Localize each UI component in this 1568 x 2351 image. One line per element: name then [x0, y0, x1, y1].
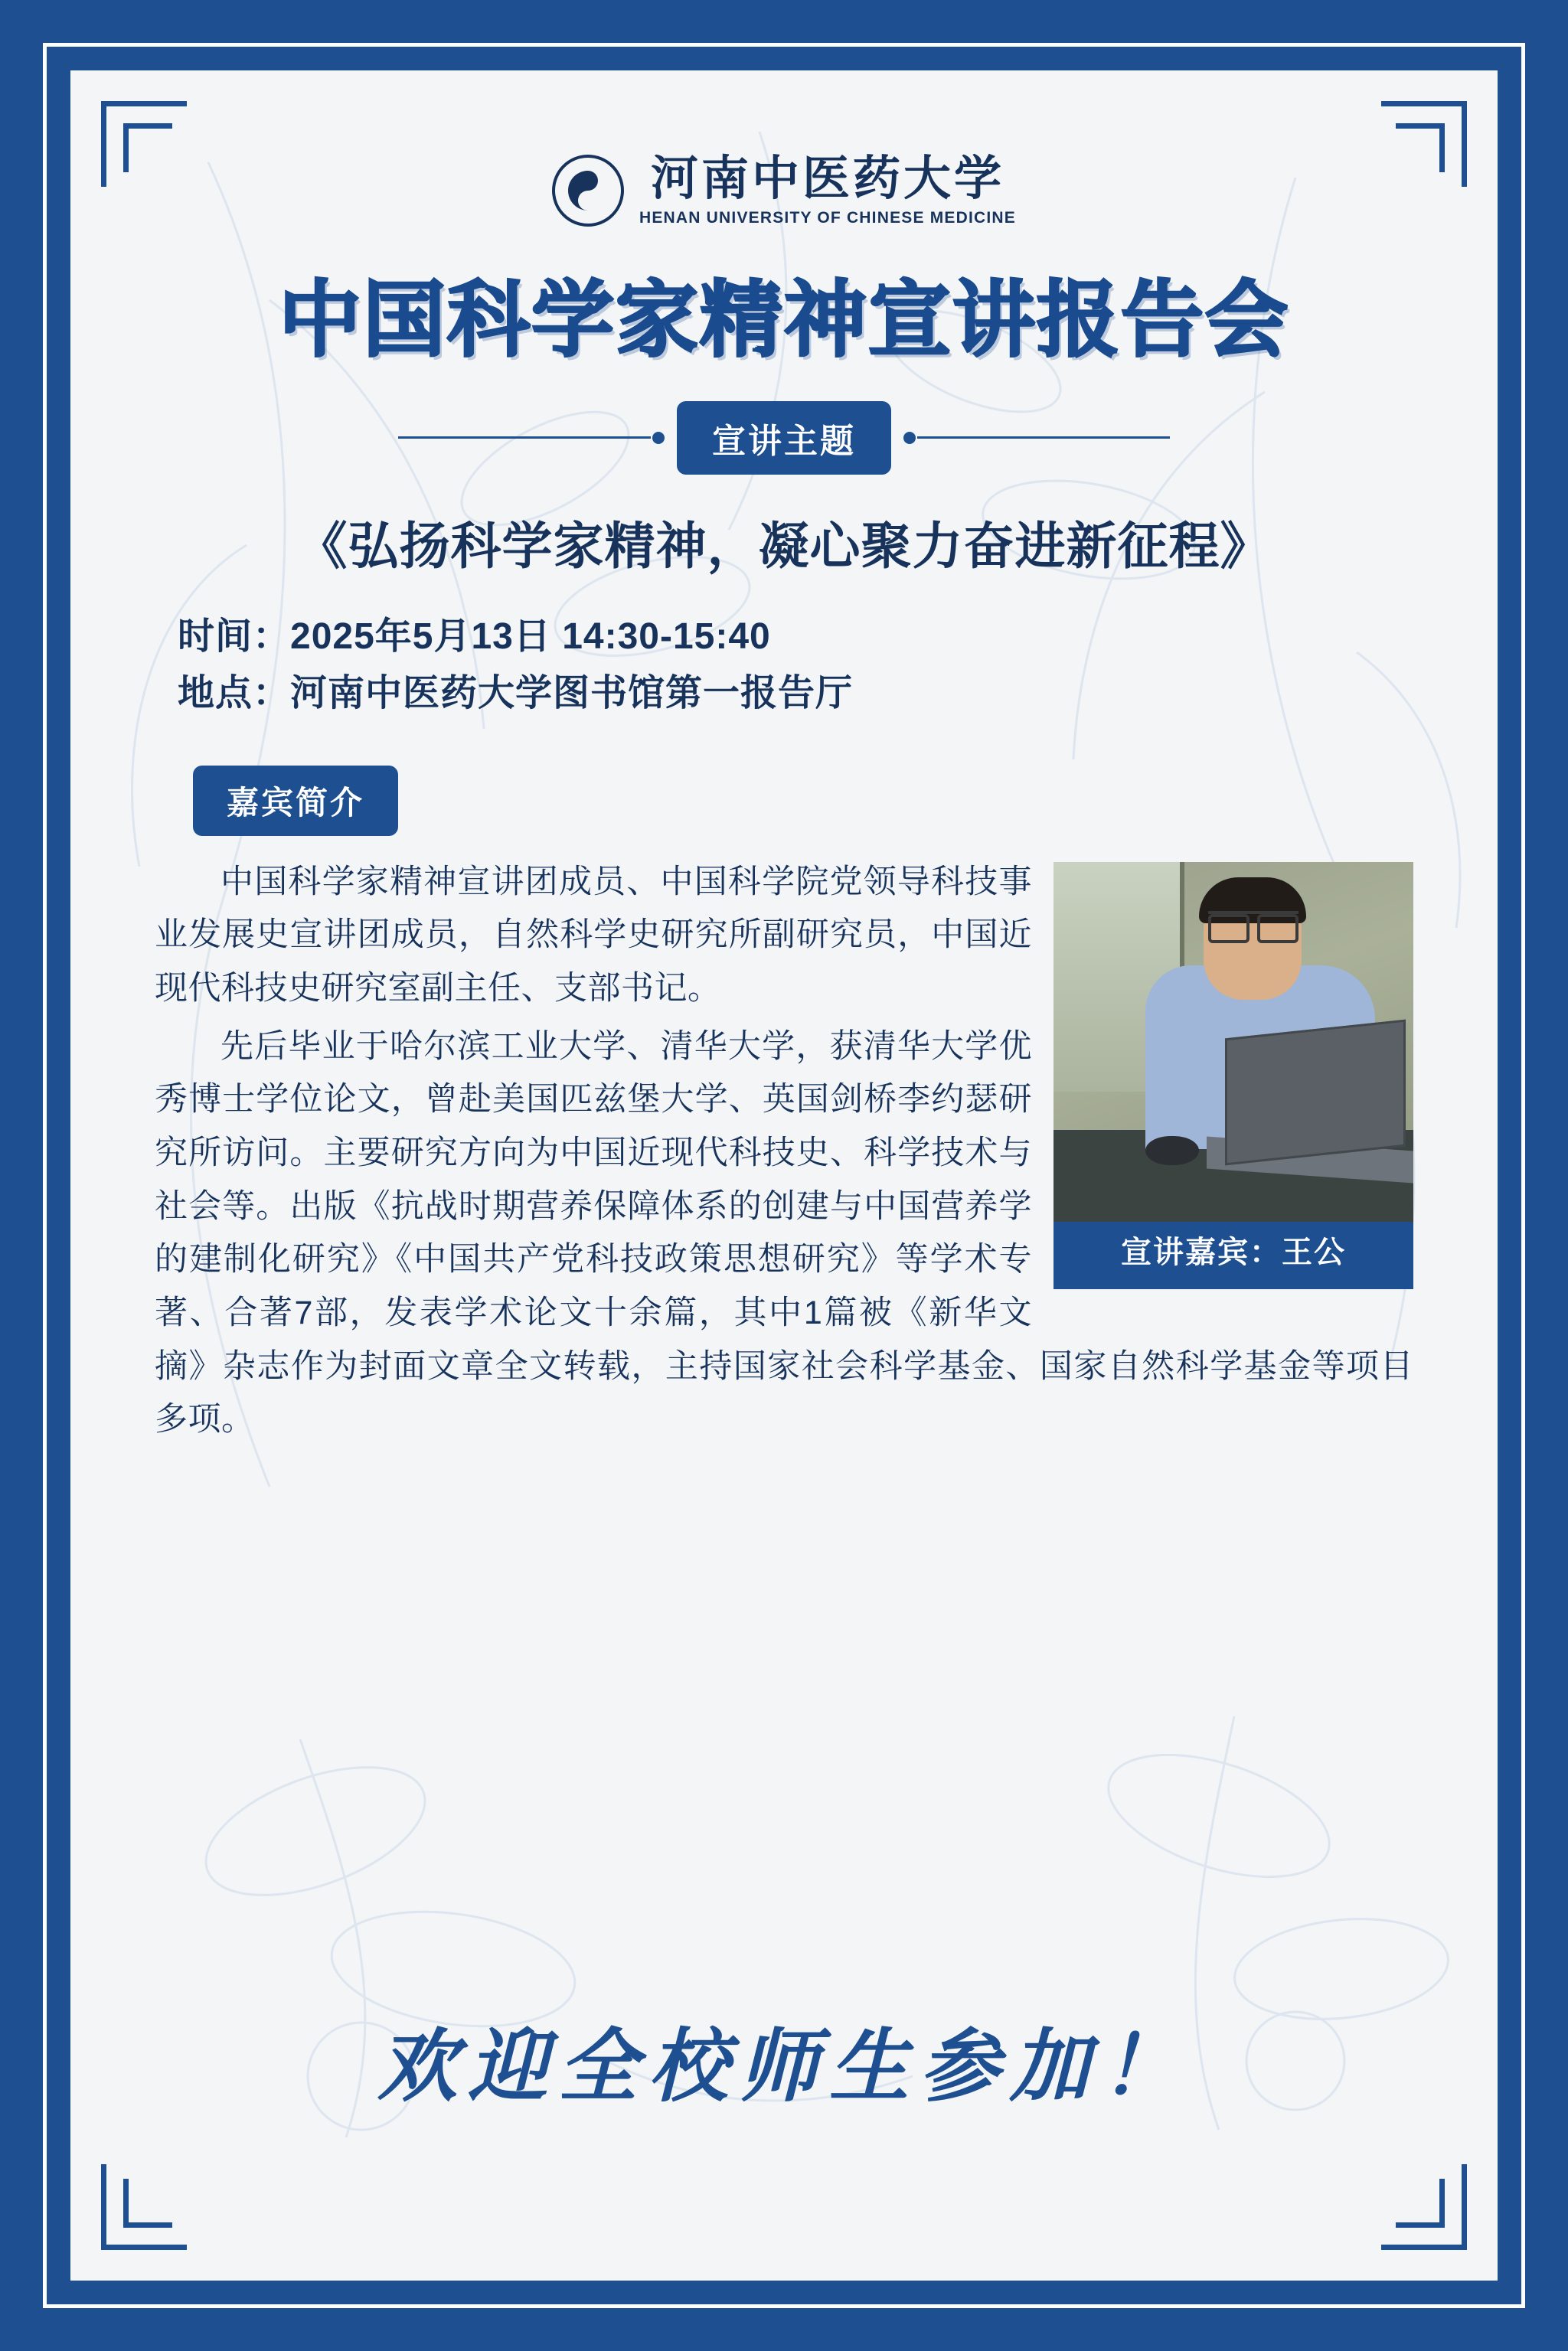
- event-meta: [155, 609, 1413, 723]
- university-name-cn: 河南中医药大学: [650, 150, 1004, 206]
- event-place: 地点：河南中医药大学图书馆第一报告厅: [178, 673, 854, 714]
- welcome-slogan: 欢迎全校师生参加！: [377, 2019, 1191, 2113]
- topic-badge-row: [155, 401, 1413, 475]
- divider-right: [917, 436, 1170, 439]
- guest-section-badge: 嘉宾简介: [193, 766, 398, 836]
- university-name-block: [639, 150, 1017, 227]
- university-name-en: HENAN UNIVERSITY OF CHINESE MEDICINE: [639, 209, 1017, 227]
- topic-badge: 宣讲主题: [677, 401, 891, 475]
- poster-content: [70, 70, 1498, 2281]
- taiji-circle-logo-icon: [552, 155, 624, 227]
- bio-paragraph-1: 中国科学家精神宣讲团成员、中国科学院党领导科技事业发展史宣讲团成员，自然科学史研究所副研究员，中国近现代科技史研究室副主任、支部书记。: [155, 863, 1032, 1007]
- speaker-photo: [1054, 862, 1413, 1222]
- divider-left: [398, 436, 651, 439]
- guest-bio: [155, 856, 1413, 1451]
- speaker-photo-caption: 宣讲嘉宾：王公: [1054, 1217, 1413, 1290]
- bio-paragraph-2: 先后毕业于哈尔滨工业大学、清华大学，获清华大学优秀博士学位论文，曾赴美国匹兹堡大学、英国剑桥李约瑟研究所访问。主要研究方向为中国近现代科技史、科学技术与社会等。出版《抗战时期营养保障体系的创建与中国营养学的建制化研究》《中国共产党科技政策思想研究》等学术专著、合著7部，发表学术论文十余篇，其中1篇被《新华文摘》杂志作为封面文章全文转载，主持国家社会科学基金、国家自然科学基金等项目多项。: [155, 1027, 1413, 1438]
- speaker-photo-block: [1054, 862, 1413, 1290]
- topic-title: 《弘扬科学家精神，凝心聚力奋进新征程》: [296, 517, 1272, 574]
- event-time: 时间：2025年5月13日 14:30-15:40: [178, 616, 771, 657]
- university-logo-block: [155, 70, 1413, 227]
- inner-panel: [70, 70, 1498, 2281]
- page-title: 中国科学家精神宣讲报告会: [278, 272, 1289, 369]
